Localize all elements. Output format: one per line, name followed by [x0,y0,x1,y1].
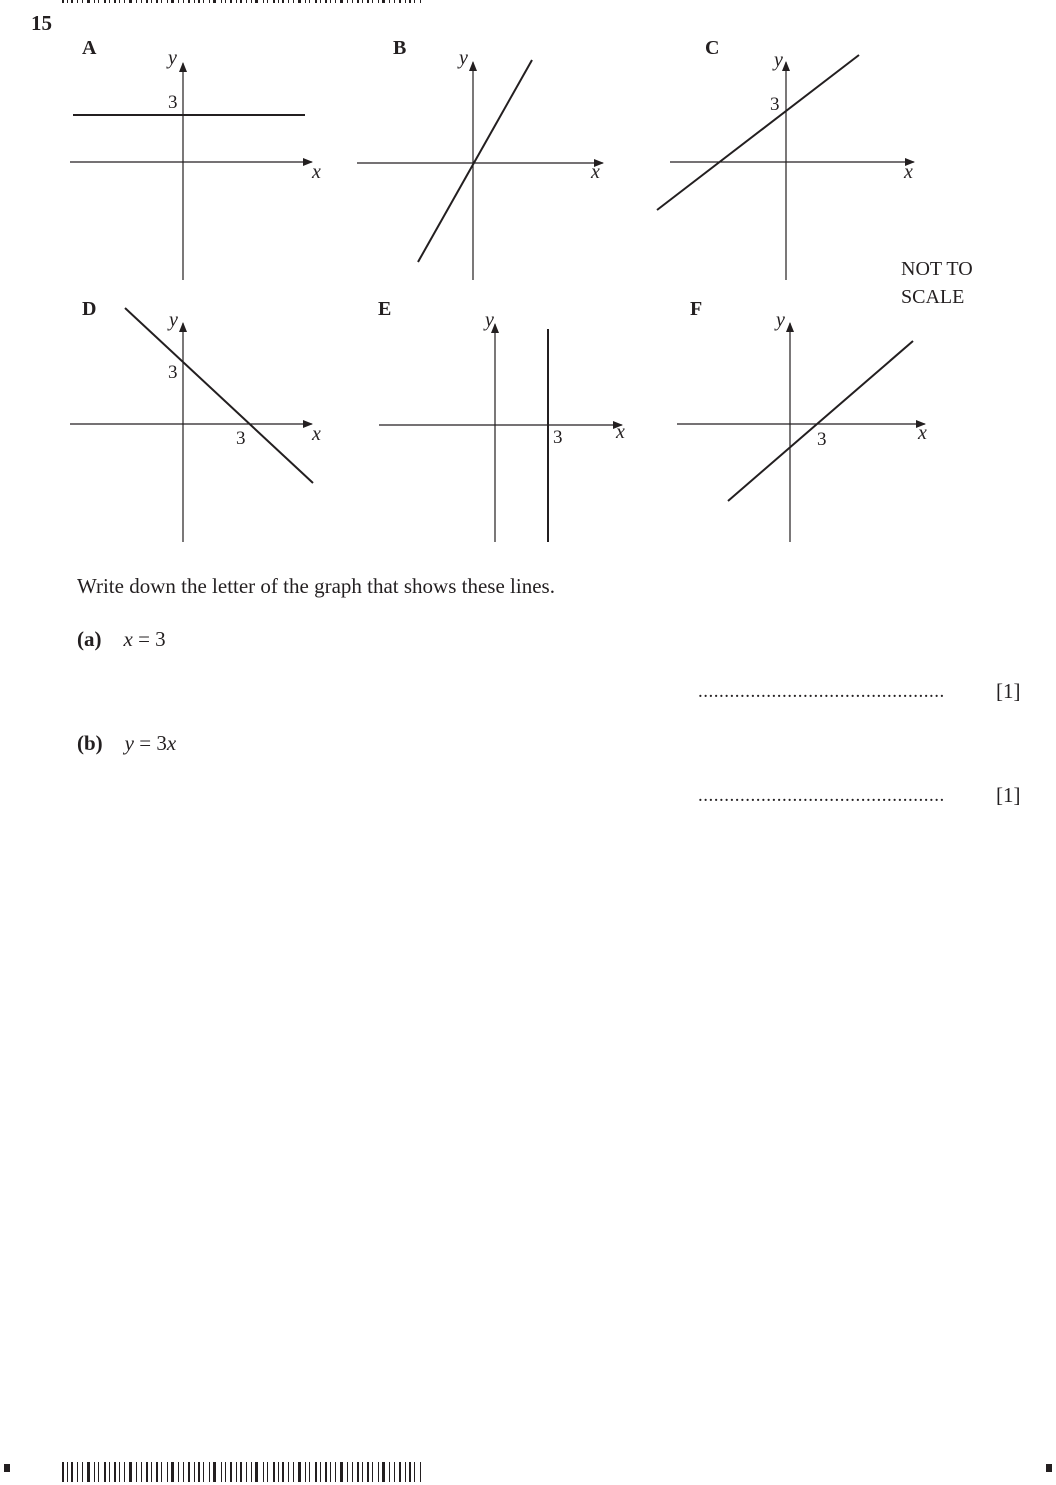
barcode-bar [409,1462,411,1482]
barcode-bar [119,1462,120,1482]
barcode-bar [367,1462,369,1482]
barcode-bar [77,1462,78,1482]
part-b [77,731,176,756]
part-b-eq-rhs-coef: 3 [156,731,167,755]
part-b-eq-op: = [134,731,157,755]
graph-c-y-label: y [774,49,783,71]
registration-mark-right [1046,1464,1052,1472]
graph-a-letter: A [82,37,97,59]
graph-f-y-label: y [776,309,785,331]
barcode-bar [98,1462,99,1482]
barcode-bar [151,1462,152,1482]
barcode-bar [267,1462,268,1482]
barcode-bar [136,1462,137,1482]
barcode-bar [382,1462,385,1482]
graph-e-letter: E [378,298,392,320]
barcode-bar [188,1462,190,1482]
barcode-bar [240,1462,242,1482]
barcode-bar [71,1462,73,1482]
barcode-bar [298,1462,301,1482]
barcode-bar [335,1462,336,1482]
part-a [77,627,166,652]
graph-d-y-label: y [169,309,178,331]
part-b-eq-lhs: y [124,731,134,755]
graph-b-letter: B [393,37,407,59]
note-line-1: NOT TO [901,258,973,280]
graph-c-x-label: x [904,161,913,183]
barcode-bar [357,1462,359,1482]
barcode-bar [420,1462,421,1482]
question-prompt: Write down the letter of the graph that shows these lines. [77,574,555,598]
graph-d-line [125,308,313,483]
part-a-eq-rhs: 3 [155,627,166,651]
graph-d-letter: D [82,298,97,320]
graph-b-y-label: y [459,47,468,69]
graph-e-y-label: y [485,309,494,331]
graph-c-line [657,55,859,210]
part-a-marks: [1] [996,679,1021,703]
barcode-bar [347,1462,348,1482]
barcode-bar [399,1462,401,1482]
barcode-bar [213,1462,216,1482]
part-a-equation [124,627,166,651]
barcode-bar [389,1462,390,1482]
barcode-bar [62,1462,64,1482]
barcode-bar [309,1462,310,1482]
barcode-bar [129,1462,132,1482]
graph-d-mark-y: 3 [168,362,178,383]
part-a-label: (a) [77,627,102,651]
graph-f [677,298,927,542]
barcode-bar [87,1462,90,1482]
barcode-bar [362,1462,363,1482]
part-a-eq-lhs: x [123,627,133,651]
graph-c [657,37,914,280]
barcode-bar [340,1462,343,1482]
barcode-bar [352,1462,353,1482]
graph-c-mark: 3 [770,94,780,115]
graph-a-mark: 3 [168,92,178,113]
barcode-bar [209,1462,210,1482]
graph-b [357,37,603,280]
barcode-bar [315,1462,317,1482]
barcode-bar [171,1462,174,1482]
barcode-bar [225,1462,226,1482]
graph-c-letter: C [705,37,720,59]
part-a-answer-line[interactable]: ............................................... [698,681,945,702]
barcode-bar [378,1462,379,1482]
graph-a [70,37,321,280]
graph-e-x-label: x [616,421,625,443]
barcode-bar [278,1462,279,1482]
not-to-scale-note [901,255,973,311]
barcode-bar [255,1462,258,1482]
graph-a-x-label: x [312,161,321,183]
barcode-bar [273,1462,275,1482]
barcode-bar [246,1462,247,1482]
graph-e [378,298,625,542]
part-b-label: (b) [77,731,103,755]
barcode-bar [221,1462,222,1482]
barcode-bar [251,1462,252,1482]
barcode-bar [104,1462,106,1482]
barcode-bar [282,1462,284,1482]
page-barcode [62,1462,424,1482]
registration-mark-left [4,1464,10,1472]
barcode-bar [124,1462,125,1482]
barcode-bar [263,1462,264,1482]
part-b-eq-rhs-var: x [166,731,177,755]
barcode-bar [183,1462,184,1482]
part-a-eq-op: = [132,627,156,651]
graph-d-x-label: x [312,423,321,445]
barcode-bar [372,1462,373,1482]
barcode-bar [67,1462,68,1482]
barcode-bar [178,1462,179,1482]
graph-f-line [728,341,913,501]
graph-a-y-label: y [168,47,177,69]
graphs-figure [0,0,1056,560]
barcode-bar [236,1462,237,1482]
graph-d-mark-x: 3 [236,428,246,449]
graph-f-letter: F [690,298,703,320]
barcode-bar [320,1462,321,1482]
barcode-bar [161,1462,162,1482]
graph-b-line [418,60,532,262]
barcode-bar [414,1462,415,1482]
graph-f-mark: 3 [817,429,827,450]
question-number: 15 [31,11,52,35]
barcode-bar [230,1462,232,1482]
barcode-bar [325,1462,327,1482]
barcode-bar [146,1462,148,1482]
barcode-bar [288,1462,289,1482]
barcode-bar [94,1462,95,1482]
part-b-marks: [1] [996,783,1021,807]
graph-d [70,298,321,542]
barcode-bar [330,1462,331,1482]
barcode-bar [198,1462,200,1482]
barcode-bar [305,1462,306,1482]
part-b-answer-line[interactable]: ............................................... [698,785,945,806]
graph-f-x-label: x [918,422,927,444]
graph-e-mark: 3 [553,427,563,448]
barcode-bar [394,1462,395,1482]
barcode-bar [156,1462,158,1482]
barcode-bar [167,1462,168,1482]
barcode-bar [114,1462,116,1482]
graph-b-x-label: x [591,161,600,183]
barcode-bar [194,1462,195,1482]
barcode-bar [203,1462,204,1482]
barcode-bar [405,1462,406,1482]
barcode-bar [141,1462,142,1482]
barcode-bar [82,1462,83,1482]
barcode-bar [109,1462,110,1482]
part-b-equation [125,731,177,755]
barcode-bar [293,1462,294,1482]
note-line-2: SCALE [901,286,965,308]
